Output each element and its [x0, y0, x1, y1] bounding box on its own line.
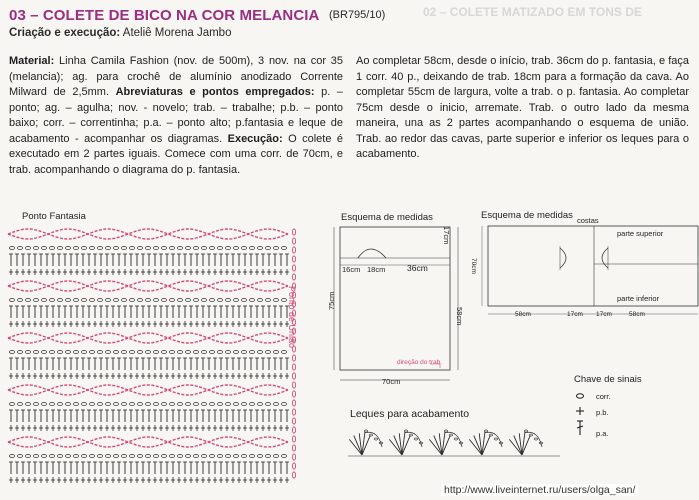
instructions-left-column	[9, 54, 343, 178]
page-title: 03 – COLETE DE BICO NA COR MELANCIA	[9, 7, 320, 24]
fans-title: Leques para acabamento	[350, 408, 470, 420]
schema-1-left-a: 16cm	[342, 265, 361, 274]
schema-1-title: Esquema de medidas	[341, 212, 433, 223]
credits-label: Criação e execução:	[9, 27, 121, 39]
legend-symbols	[572, 391, 592, 441]
schema-2-height: 70cm	[470, 258, 477, 274]
fans-diagram	[348, 422, 560, 462]
schema-2-m1: 58cm	[515, 311, 531, 318]
ghost-heading: 02 – COLETE MATIZADO EM TONS DE	[423, 5, 642, 19]
schema-2-m4: 58cm	[629, 311, 645, 318]
schema-2-back: costas	[577, 216, 599, 225]
chain-stitch-icon	[577, 394, 584, 398]
legend-label-corr: corr.	[596, 392, 611, 401]
schema-1-bottom: 70cm	[382, 377, 401, 386]
credits	[9, 27, 231, 39]
abbreviations-label: Abreviaturas e pontos empregados:	[115, 86, 315, 98]
stitch-diagram-label: Ponto Fantasia	[22, 211, 86, 222]
pattern-code: (BR795/10)	[329, 9, 386, 21]
single-crochet-icon	[576, 407, 584, 415]
schema-2-bottom-part: parte inferior	[617, 294, 660, 303]
legend-label-pb: p.b.	[596, 408, 609, 417]
material-label: Material:	[9, 55, 55, 67]
execution-label: Execução:	[227, 132, 283, 145]
credits-value: Ateliê Morena Jambo	[122, 27, 232, 39]
schema-2-m2: 17cm	[567, 311, 583, 318]
instructions-right-column: Ao completar 58cm, desde o início, trab. 36cm do p. fantasia, e faça 1 corr. 40 p., deixando de trab. 18cm para a formação da cava. Ao completar 55cm de largura, volte a trab. o p. fantasia. Ao completar 75cm desde o inicio, arremate. Trab. o outro lado da mesma maneira, una as 2 partes acompanhando o esquema de união. Trab. ao redor das cavas, parte superior e inferior os leques para o acabamento.	[356, 55, 689, 160]
execution-text: O colete é executado em 2 partes iguais. Comece com uma corr. de 70cm, e trab. acompanhando o diagrama do p. fantasia.	[9, 132, 343, 176]
double-crochet-icon	[577, 421, 583, 435]
schema-1-right: 58cm	[455, 307, 464, 326]
stitch-diagram	[8, 222, 300, 484]
schema-1-direction: direção do trab.	[397, 359, 443, 366]
material-text: Linha Camila Fashion (nov. de 500m), 3 nov. na cor 35 (melancia); ag. para crochê de alumínio anodizado Corrente Milward de 2,5mm.	[9, 55, 343, 98]
legend-title: Chave de sinais	[574, 374, 642, 385]
schema-1-middle: 36cm	[407, 263, 428, 273]
schema-2-title: Esquema de medidas	[481, 210, 573, 221]
schema-1-drawing	[330, 222, 470, 392]
watermark: http://www.liveinternet.ru/users/olga_san/	[441, 484, 638, 496]
schema-1-height: 75cm	[327, 291, 336, 310]
schema-2-top-part: parte superior	[617, 229, 664, 238]
union-stitch-label: Ponto de União	[287, 286, 297, 349]
schema-1-left-b: 18cm	[367, 265, 386, 274]
abbreviations-text: p. – ponto; ag. – agulha; nov. - novelo; trab. – trabalhe; p.b. – ponto baixo; corr. – correntinha; p.a. – ponto alto; p.fantasia e leque de acabamento - acompanhar os diagramas.	[9, 86, 343, 145]
schema-1-top-right: 17cm	[442, 226, 451, 245]
schema-2-drawing	[476, 224, 699, 324]
schema-2-m3: 17cm	[596, 311, 612, 318]
legend-label-pa: p.a.	[596, 429, 609, 438]
